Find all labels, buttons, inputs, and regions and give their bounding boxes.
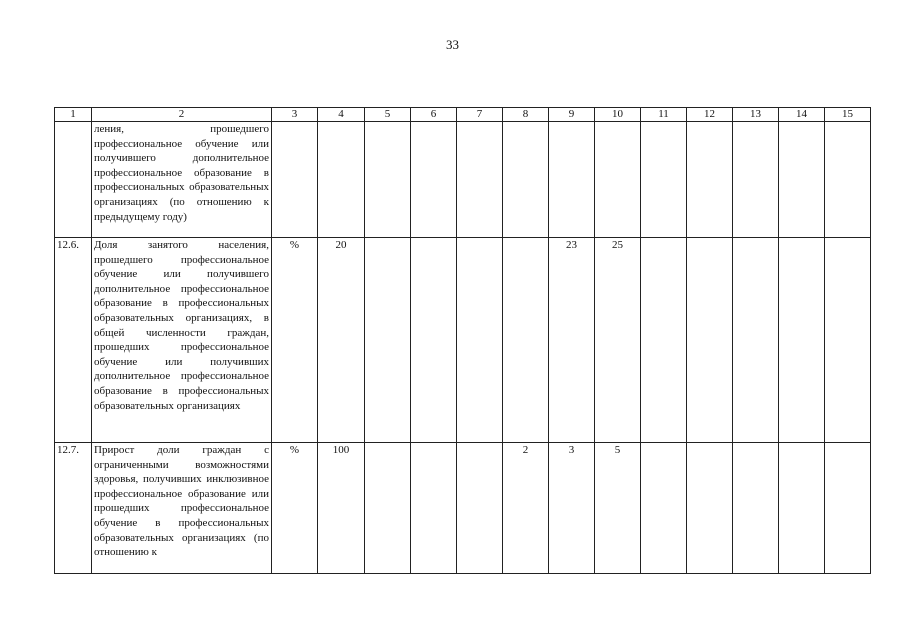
header-cell: 8 xyxy=(503,108,549,122)
header-cell: 10 xyxy=(595,108,641,122)
row-number: 12.7. xyxy=(55,443,92,574)
value-cell xyxy=(595,122,641,238)
header-cell: 13 xyxy=(733,108,779,122)
table-row xyxy=(55,122,871,238)
value-cell xyxy=(503,122,549,238)
value-cell xyxy=(687,122,733,238)
value-cell xyxy=(825,122,871,238)
value-cell xyxy=(365,122,411,238)
value-cell: 25 xyxy=(595,238,641,443)
page-number: 33 xyxy=(446,37,459,52)
value-cell: 23 xyxy=(549,238,595,443)
table-row xyxy=(55,443,871,574)
value-cell: 5 xyxy=(595,443,641,574)
header-cell: 1 xyxy=(55,108,92,122)
value-cell xyxy=(365,238,411,443)
header-cell: 6 xyxy=(411,108,457,122)
value-cell xyxy=(733,122,779,238)
value-cell xyxy=(687,443,733,574)
value-cell xyxy=(825,443,871,574)
value-cell xyxy=(549,122,595,238)
row-number xyxy=(55,122,92,238)
unit-cell: % xyxy=(272,238,318,443)
header-cell: 9 xyxy=(549,108,595,122)
header-cell: 3 xyxy=(272,108,318,122)
unit-cell xyxy=(272,122,318,238)
header-cell: 14 xyxy=(779,108,825,122)
value-cell xyxy=(411,122,457,238)
value-cell xyxy=(411,238,457,443)
value-cell xyxy=(779,238,825,443)
value-cell xyxy=(687,238,733,443)
value-cell xyxy=(318,122,365,238)
value-cell: 2 xyxy=(503,443,549,574)
value-cell xyxy=(503,238,549,443)
row-number: 12.6. xyxy=(55,238,92,443)
header-cell: 12 xyxy=(687,108,733,122)
value-cell xyxy=(365,443,411,574)
header-cell: 2 xyxy=(92,108,272,122)
value-cell xyxy=(411,443,457,574)
header-cell: 5 xyxy=(365,108,411,122)
value-cell xyxy=(733,238,779,443)
header-cell: 15 xyxy=(825,108,871,122)
value-cell xyxy=(457,443,503,574)
value-cell: 100 xyxy=(318,443,365,574)
value-cell: 20 xyxy=(318,238,365,443)
header-cell: 4 xyxy=(318,108,365,122)
indicator-description: ления, прошедшего профессиональное обучение или получившего дополнительное профессиональное образование в профессиональных образовательных организациях (по отношению к предыдущему году) xyxy=(92,122,272,238)
value-cell xyxy=(733,443,779,574)
value-cell xyxy=(779,443,825,574)
value-cell: 3 xyxy=(549,443,595,574)
table-header-row xyxy=(55,108,871,122)
value-cell xyxy=(641,238,687,443)
header-cell: 11 xyxy=(641,108,687,122)
value-cell xyxy=(825,238,871,443)
table-row xyxy=(55,238,871,443)
value-cell xyxy=(641,443,687,574)
unit-cell: % xyxy=(272,443,318,574)
indicators-table xyxy=(54,107,871,574)
header-cell: 7 xyxy=(457,108,503,122)
value-cell xyxy=(457,122,503,238)
indicator-description: Доля занятого населения, прошедшего профессиональное обучение или получившего дополнительное профессиональное образование в профессиональных образовательных организациях, в общей численности граждан, прошедших профессиональное обучение или получивших дополнительное профессиональное образование в профессиональных образовательных организациях xyxy=(92,238,272,443)
value-cell xyxy=(457,238,503,443)
value-cell xyxy=(641,122,687,238)
indicator-description: Прирост доли граждан с ограниченными возможностями здоровья, получивших инклюзивное профессиональное образование или прошедших профессиональное обучение в профессиональных образовательных организациях (по отношению к xyxy=(92,443,272,574)
value-cell xyxy=(779,122,825,238)
